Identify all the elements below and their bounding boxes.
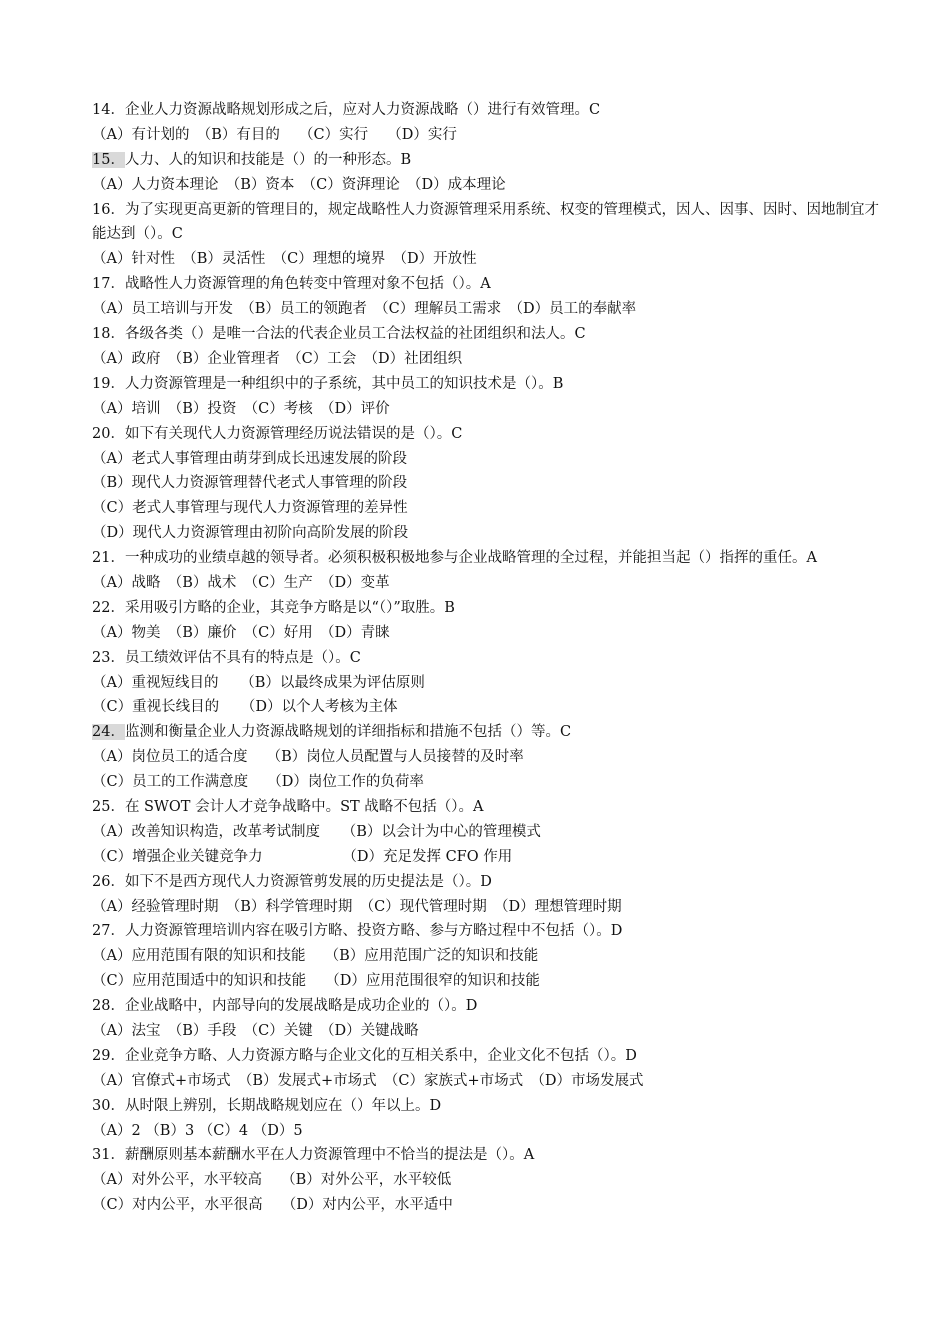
question-number: 31． (92, 1147, 125, 1164)
answer-options: （A）物美 （B）廉价 （C）好用 （D）青睐 (92, 624, 390, 641)
question-number: 23． (92, 649, 125, 666)
answer-options: （C）增强企业关键竞争力 （D）充足发挥 CFO 作用 (92, 848, 513, 865)
question-stem (0, 148, 950, 173)
question-stem (0, 272, 950, 297)
answer-options: （A）员工培训与开发 （B）员工的领跑者 （C）理解员工需求 （D）员工的奉献率 (92, 301, 637, 318)
answer-options: （A）对外公平，水平较高 （B）对外公平，水平较低 (92, 1172, 452, 1189)
question-stem (0, 1094, 950, 1119)
answer-options: （A）政府 （B）企业管理者 （C）工会 （D）社团组织 (92, 350, 463, 367)
answer-options: （B）现代人力资源管理替代老式人事管理的阶段 (92, 475, 408, 492)
answer-options: （A）老式人事管理由萌芽到成长迅速发展的阶段 (92, 450, 407, 467)
question-number: 29． (92, 1047, 125, 1064)
question-number: 17． (92, 276, 125, 293)
question-stem (0, 1143, 950, 1168)
answer-options: （A）有计划的 （B）有目的 （C）实行 （D）实行 (92, 126, 457, 143)
question-stem (0, 596, 950, 621)
answer-options: （D）现代人力资源管理由初阶向高阶发展的阶段 (92, 525, 409, 542)
answer-options: （A）针对性 （B）灵活性 （C）理想的境界 （D）开放性 (92, 251, 477, 268)
question-list (0, 98, 950, 1218)
answer-options: （A）法宝 （B）手段 （C）关键 （D）关键战略 (92, 1022, 419, 1039)
question-text: 采用吸引方略的企业，其竞争方略是以“（）”取胜。B (124, 599, 455, 616)
question-number: 18． (92, 326, 125, 343)
question-stem (0, 646, 950, 671)
question-number: 30． (92, 1097, 125, 1114)
question-stem (0, 422, 950, 447)
question-number: 22． (92, 599, 125, 616)
question-stem (0, 322, 950, 347)
question-number: 21． (92, 550, 125, 567)
question-stem (0, 1044, 950, 1069)
question-text: 如下不是西方现代人力资源管剪发展的历史提法是（）。D (124, 873, 492, 890)
question-stem (0, 98, 950, 123)
question-text: 如下有关现代人力资源管理经历说法错误的是（）。C (124, 425, 463, 442)
question-stem (0, 720, 950, 745)
question-text: 各级各类（）是唯一合法的代表企业员工合法权益的社团组织和法人。C (124, 326, 586, 343)
question-stem (0, 994, 950, 1019)
answer-options: （C）重视长线目的 （D）以个人考核为主体 (92, 699, 398, 716)
question-text: 从时限上辨别，长期战略规划应在（）年以上。D (124, 1097, 442, 1114)
question-text: 人力资源管理培训内容在吸引方略、投资方略、参与方略过程中不包括（）。D (124, 923, 623, 940)
question-number: 15． (92, 151, 125, 168)
question-number: 19． (92, 375, 125, 392)
answer-options: （C）对内公平，水平很高 （D）对内公平，水平适中 (92, 1197, 453, 1214)
question-text: 企业竞争方略、人力资源方略与企业文化的互相关系中，企业文化不包括（）。D (124, 1047, 637, 1064)
answer-options: （C）员工的工作满意度 （D）岗位工作的负荷率 (92, 774, 424, 791)
question-text: 人力、人的知识和技能是（）的一种形态。B (124, 151, 412, 168)
question-stem (0, 198, 882, 248)
question-text: 企业战略中，内部导向的发展战略是成功企业的（）。D (124, 998, 478, 1015)
question-text: 在 SWOT 会计人才竞争战略中。ST 战略不包括（）。A (124, 798, 484, 815)
question-number: 14． (92, 102, 125, 118)
question-text: 为了实现更高更新的管理目的，规定战略性人力资源管理采用系统、权变的管理模式，因人、因事、因时、因地制宜才能达到（）。C (92, 201, 879, 243)
question-number: 28． (92, 998, 125, 1015)
answer-options: （A）战略 （B）战术 （C）生产 （D）变革 (92, 574, 390, 591)
question-text: 企业人力资源战略规划形成之后，应对人力资源战略（）进行有效管理。C (124, 102, 601, 118)
question-text: 监测和衡量企业人力资源战略规划的详细指标和措施不包括（）等。C (124, 724, 572, 741)
question-text: 员工绩效评估不具有的特点是（）。C (124, 649, 361, 666)
answer-options: （A）官僚式+市场式 （B）发展式+市场式 （C）家族式+市场式 （D）市场发展式 (92, 1072, 644, 1089)
question-text: 薪酬原则基本薪酬水平在人力资源管理中不恰当的提法是（）。A (124, 1147, 535, 1164)
answer-options: （A）岗位员工的适合度 （B）岗位人员配置与人员接替的及时率 (92, 749, 524, 766)
question-stem (0, 546, 950, 571)
question-number: 24． (92, 724, 125, 741)
question-number: 27． (92, 923, 125, 940)
answer-options: （A）人力资本理论 （B）资本 （C）资湃理论 （D）成本理论 (92, 176, 506, 193)
answer-options: （A）改善知识构造，改革考试制度 （B）以会计为中心的管理模式 (92, 823, 541, 840)
question-number: 20． (92, 425, 125, 442)
question-text: 一种成功的业绩卓越的领导者。必须积极积极地参与企业战略管理的全过程，并能担当起（）指挥的重任。A (124, 550, 817, 567)
question-text: 战略性人力资源管理的角色转变中管理对象不包括（）。A (124, 276, 491, 293)
answer-options: （A）重视短线目的 （B）以最终成果为评估原则 (92, 674, 425, 691)
question-number: 25． (92, 798, 125, 815)
answer-options: （A）应用范围有限的知识和技能 （B）应用范围广泛的知识和技能 (92, 948, 539, 965)
question-stem (0, 870, 950, 895)
answer-options: （C）老式人事管理与现代人力资源管理的差异性 (92, 500, 408, 517)
question-number: 26． (92, 873, 125, 890)
answer-options: （A）经验管理时期 （B）科学管理时期 （C）现代管理时期 （D）理想管理时期 (92, 898, 622, 915)
answer-options: （C）应用范围适中的知识和技能 （D）应用范围很窄的知识和技能 (92, 973, 540, 990)
question-stem (0, 795, 950, 820)
question-stem (0, 919, 950, 944)
answer-options: （A）培训 （B）投资 （C）考核 （D）评价 (92, 400, 390, 417)
answer-options: （A）2 （B）3 （C）4 （D）5 (92, 1122, 303, 1139)
question-number: 16． (92, 201, 125, 218)
question-stem (0, 372, 950, 397)
question-text: 人力资源管理是一种组织中的子系统，其中员工的知识技术是（）。B (124, 375, 564, 392)
